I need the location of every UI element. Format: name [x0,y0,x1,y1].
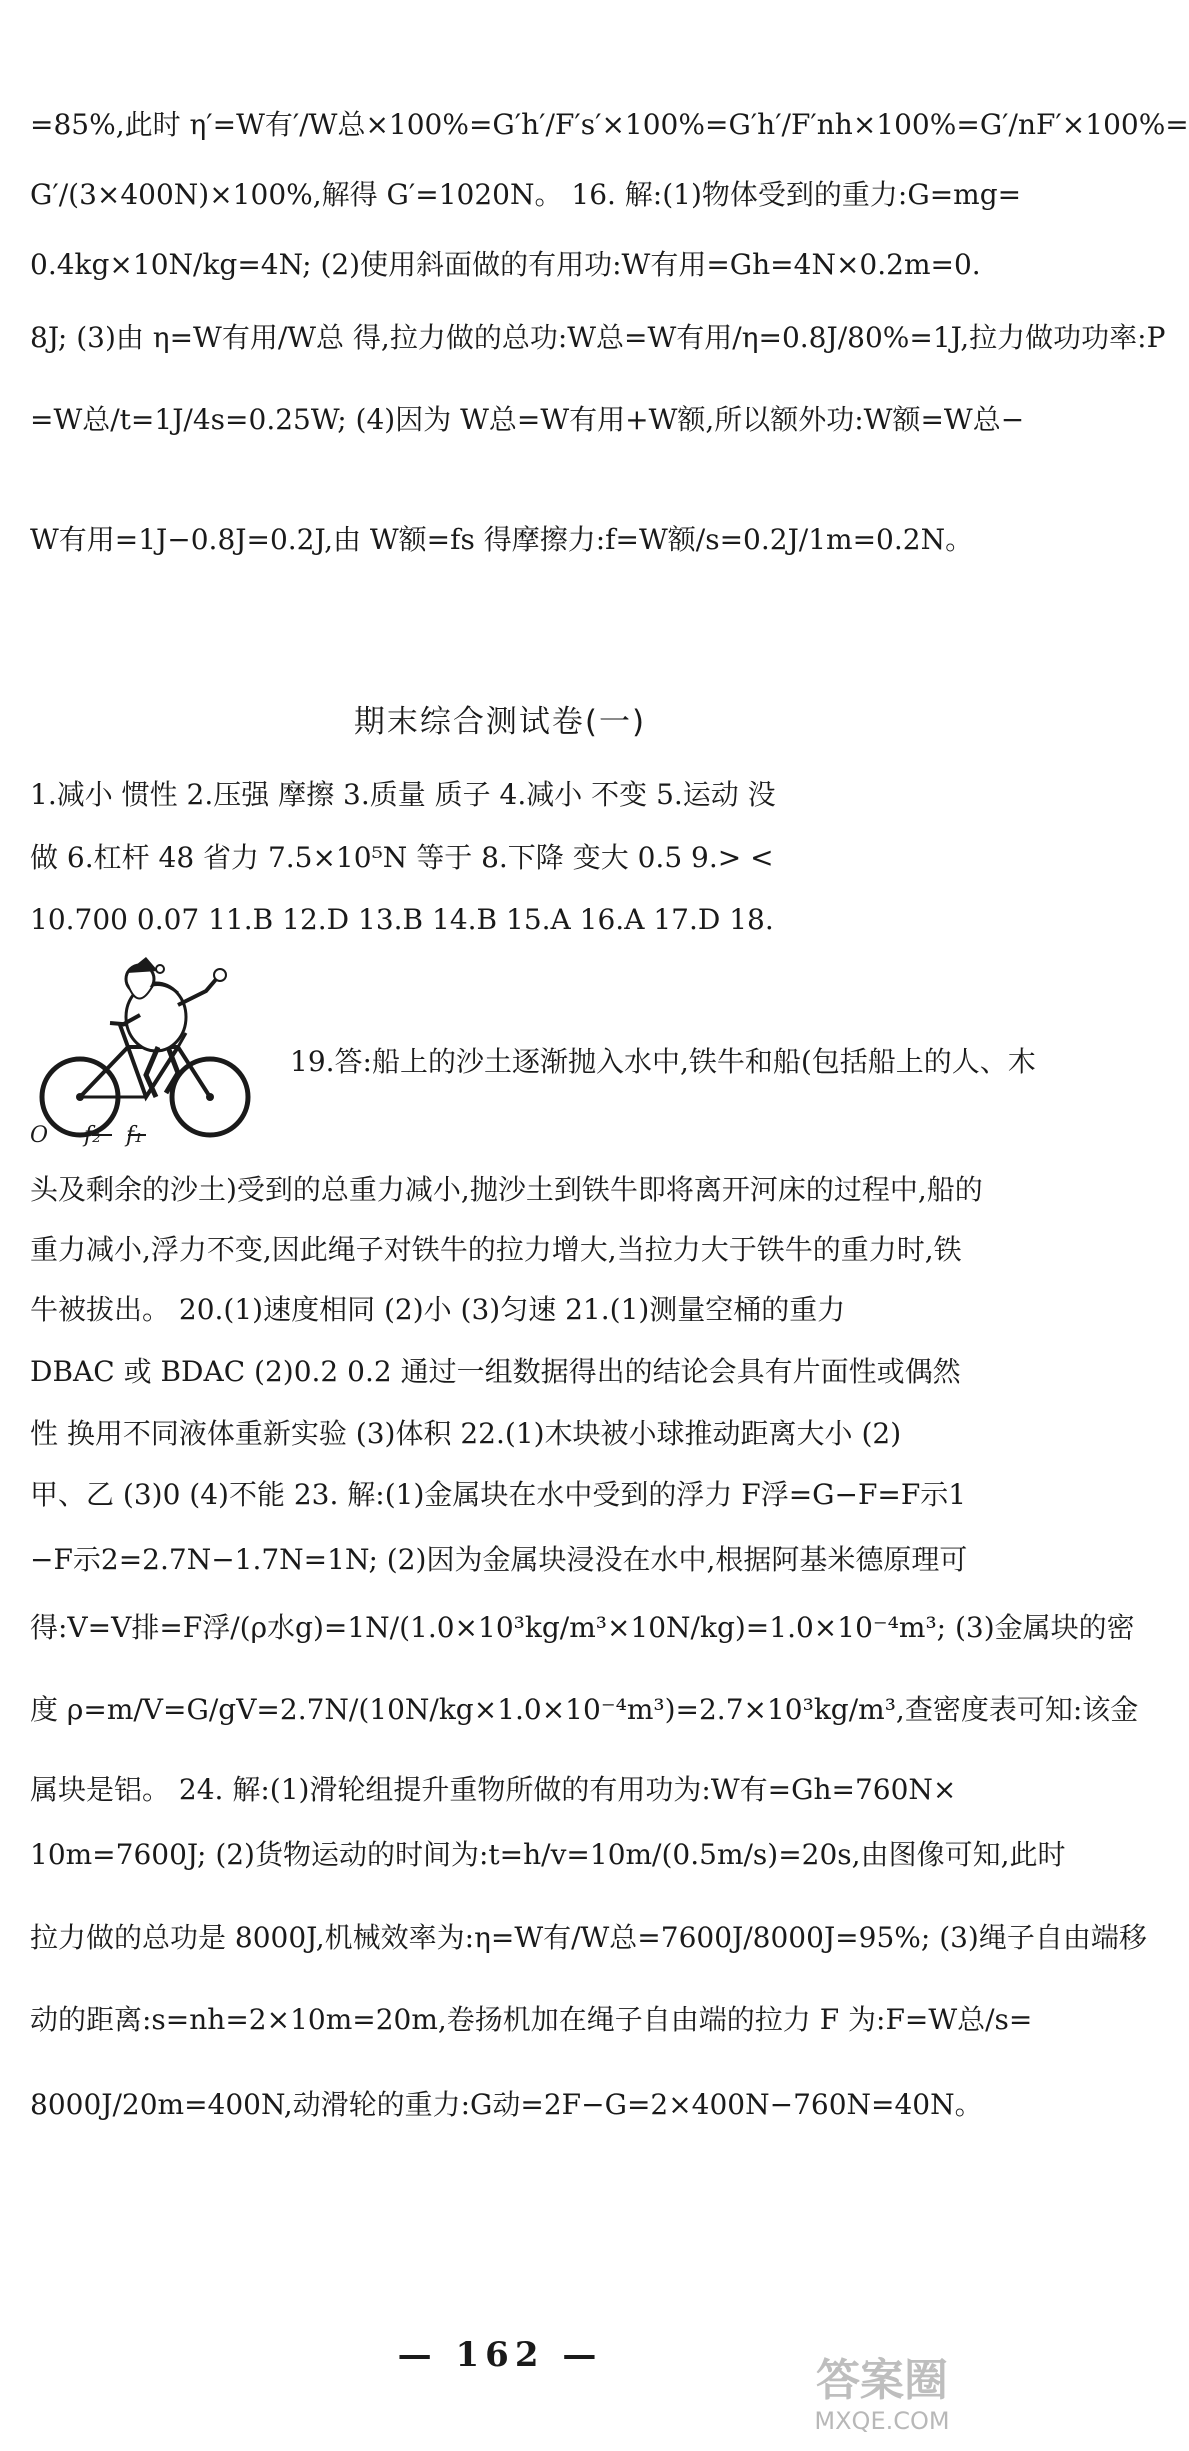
watermark-url: MXQE.COM [814,2407,950,2435]
answer-line: 动的距离:s=nh=2×10m=20m,卷扬机加在绳子自由端的拉力 F 为:F=W总/s= [30,2003,1033,2036]
text-line: G′/(3×400N)×100%,解得 G′=1020N。 16. 解:(1)物体受到的重力:G=mg= [30,178,1022,211]
answer-line: 头及剩余的沙土)受到的总重力减小,抛沙土到铁牛即将离开河床的过程中,船的 [30,1173,983,1206]
label-f2: f₂ [84,1123,101,1148]
text-line: =85%,此时 η′=W有′/W总×100%=G′h′/F′s′×100%=G′h′/F′nh×100%=G′/nF′×100%= [30,108,1189,141]
answer-line: 10.700 0.07 11.B 12.D 13.B 14.B 15.A 16.A 17.D 18. [30,903,774,936]
answer-line: 属块是铝。 24. 解:(1)滑轮组提升重物所做的有用功为:W有=Gh=760N× [30,1773,957,1806]
answer-line: 牛被拔出。 20.(1)速度相同 (2)小 (3)匀速 21.(1)测量空桶的重力 [30,1293,846,1326]
answer-line: 性 换用不同液体重新实验 (3)体积 22.(1)木块被小球推动距离大小 (2) [30,1417,902,1450]
answer-line: 10m=7600J; (2)货物运动的时间为:t=h/v=10m/(0.5m/s)=20s,由图像可知,此时 [30,1838,1066,1871]
answer-line: 拉力做的总功是 8000J,机械效率为:η=W有/W总=7600J/8000J=95%; (3)绳子自由端移 [30,1921,1147,1954]
answer-line: −F示2=2.7N−1.7N=1N; (2)因为金属块浸没在水中,根据阿基米德原理可 [30,1543,968,1576]
text-line: W有用=1J−0.8J=0.2J,由 W额=fs 得摩擦力:f=W额/s=0.2J/1m=0.2N。 [30,523,974,556]
answer-line: 1.减小 惯性 2.压强 摩擦 3.质量 质子 4.减小 不变 5.运动 没 [30,778,776,811]
watermark-logo [782,2355,982,2441]
answer-line: 做 6.杠杆 48 省力 7.5×10⁵N 等于 8.下降 变大 0.5 9.> < [30,841,774,874]
bicycle-figure [28,955,273,1150]
answer-line: 度 ρ=m/V=G/gV=2.7N/(10N/kg×1.0×10⁻⁴m³)=2.7×10³kg/m³,查密度表可知:该金 [30,1693,1139,1726]
watermark-title: 答案圈 [816,2355,948,2406]
label-o: O [30,1123,49,1148]
answer-line: 19.答:船上的沙土逐渐抛入水中,铁牛和船(包括船上的人、木 [290,1045,1036,1078]
answer-line: 得:V=V排=F浮/(ρ水g)=1N/(1.0×10³kg/m³×10N/kg)=1.0×10⁻⁴m³; (3)金属块的密 [30,1611,1135,1644]
text-line: 8J; (3)由 η=W有用/W总 得,拉力做的总功:W总=W有用/η=0.8J/80%=1J,拉力做功功率:P [30,321,1166,354]
page-number-value: 162 [455,2335,545,2375]
text-line: =W总/t=1J/4s=0.25W; (4)因为 W总=W有用+W额,所以额外功:W额=W总− [30,403,1025,436]
bicycle-rider-icon [28,955,273,1150]
answer-line: DBAC 或 BDAC (2)0.2 0.2 通过一组数据得出的结论会具有片面性或偶然 [30,1355,961,1388]
page-number: — 162 — [397,2335,603,2375]
answer-line: 重力减小,浮力不变,因此绳子对铁牛的拉力增大,当拉力大于铁牛的重力时,铁 [30,1233,962,1266]
section-title: 期末综合测试卷(一) [353,704,647,740]
answer-line: 甲、乙 (3)0 (4)不能 23. 解:(1)金属块在水中受到的浮力 F浮=G−F=F示1 [30,1478,967,1511]
text-line: 0.4kg×10N/kg=4N; (2)使用斜面做的有用功:W有用=Gh=4N×0.2m=0. [30,248,981,281]
label-f1: f₁ [126,1123,143,1148]
answer-line: 8000J/20m=400N,动滑轮的重力:G动=2F−G=2×400N−760N=40N。 [30,2088,983,2121]
